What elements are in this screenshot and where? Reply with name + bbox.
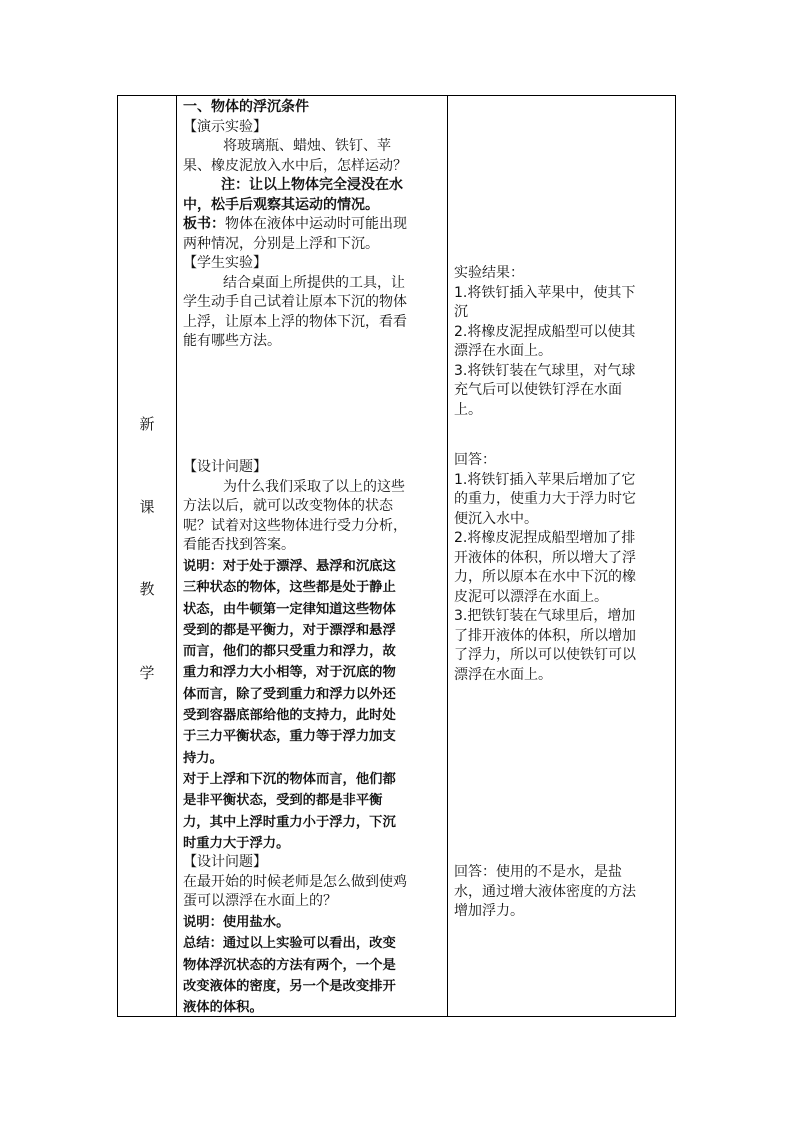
design-heading: 【设计问题】 [183,854,267,870]
side-char: 学 [139,664,155,682]
demo-heading: 【演示实验】 [183,118,267,135]
side-char: 课 [139,498,155,516]
board-label: 板书： [183,216,225,232]
design-question-2: 【设计问题】 在最开始的时候老师是怎么做到使鸡 蛋可以漂浮在水面上的？ [183,853,441,912]
answer-2: 回答：使用的不是水，是盐 水，通过增大液体密度的方法 增加浮力。 [454,864,636,919]
column-divider [176,96,177,1016]
design-heading: 【设计问题】 [183,459,267,475]
column-divider [447,96,448,1016]
design-question-1: 【设计问题】 为什么我们采取了以上的这些 方法以后，就可以改变物体的状态 呢？试着对这些物体进行受力分析， 看能否找到答案。 [183,458,441,556]
side-char: 新 [139,415,155,433]
answer-1: 回答： 1.将铁钉插入苹果后增加了它 的重力，使重力大于浮力时它 便沉入水中。 2.将橡皮泥捏成船型增加了排 开液体的体积，所以增大了浮 力，所以原本在水中下沉的橡 皮泥可以漂浮在水面上。 3.把铁钉装在气球里后，增加 了排开液体的体积，所以增加 了浮力，所以可以使铁钉可以 漂浮在水面上。 [454,452,636,683]
note-text: 注：让以上物体完全浸没在水 [221,177,403,193]
explanation-1: 说明：对于处于漂浮、悬浮和沉底这 三种状态的物体，这些都是处于静止 状态，由牛顿第一定律知道这些物体 受到的都是平衡力，对于漂浮和悬浮 而言，他们的都只受重力和浮力，故 重力和浮力大小相等，对于沉底的物 体而言，除了受到重力和浮力以外还 受到容器底部给他的支持力，此时处 于三力平衡状态，重力等于浮力加支 持力。 对于上浮和下沉的物体而言，他们都 是非平衡状态，受到的都是非平衡 力，其中上浮时重力小于浮力，下沉 时重力大于浮力。 [183,559,396,851]
explanation-2: 说明：使用盐水。 [183,915,290,930]
summary: 说明：使用盐水。 总结：通过以上实验可以看出，改变 物体浮沉状态的方法有两个，一个是 改变液体的密度，另一个是改变排开 液体的体积。 [183,912,441,1018]
section-title: 一、物体的浮沉条件 [183,99,309,115]
student-heading: 【学生实验】 [183,255,267,271]
side-char: 教 [139,580,155,598]
experiment-section: 一、物体的浮沉条件 【演示实验】 将玻璃瓶、蜡烛、铁钉、苹 果、橡皮泥放入水中后，怎样运动？ 注：让以上物体完全浸没在水 中，松手后观察其运动的情况。 板书：物体在液体中运动时可能出现 两种情况，分别是上浮和下沉。 【学生实验】 结合桌面上所提供的工具，让 学生动手自己试着让原本下沉的物体 上浮，让原本上浮的物体下沉，看看 能有哪些方法。 [183,98,441,352]
lesson-table [117,95,676,1017]
experiment-results: 实验结果： 1.将铁钉插入苹果中，使其下 沉 2.将橡皮泥捏成船型可以使其 漂浮在水面上。 3.将铁钉装在气球里，对气球 充气后可以使铁钉浮在水面 上。 [454,265,636,418]
